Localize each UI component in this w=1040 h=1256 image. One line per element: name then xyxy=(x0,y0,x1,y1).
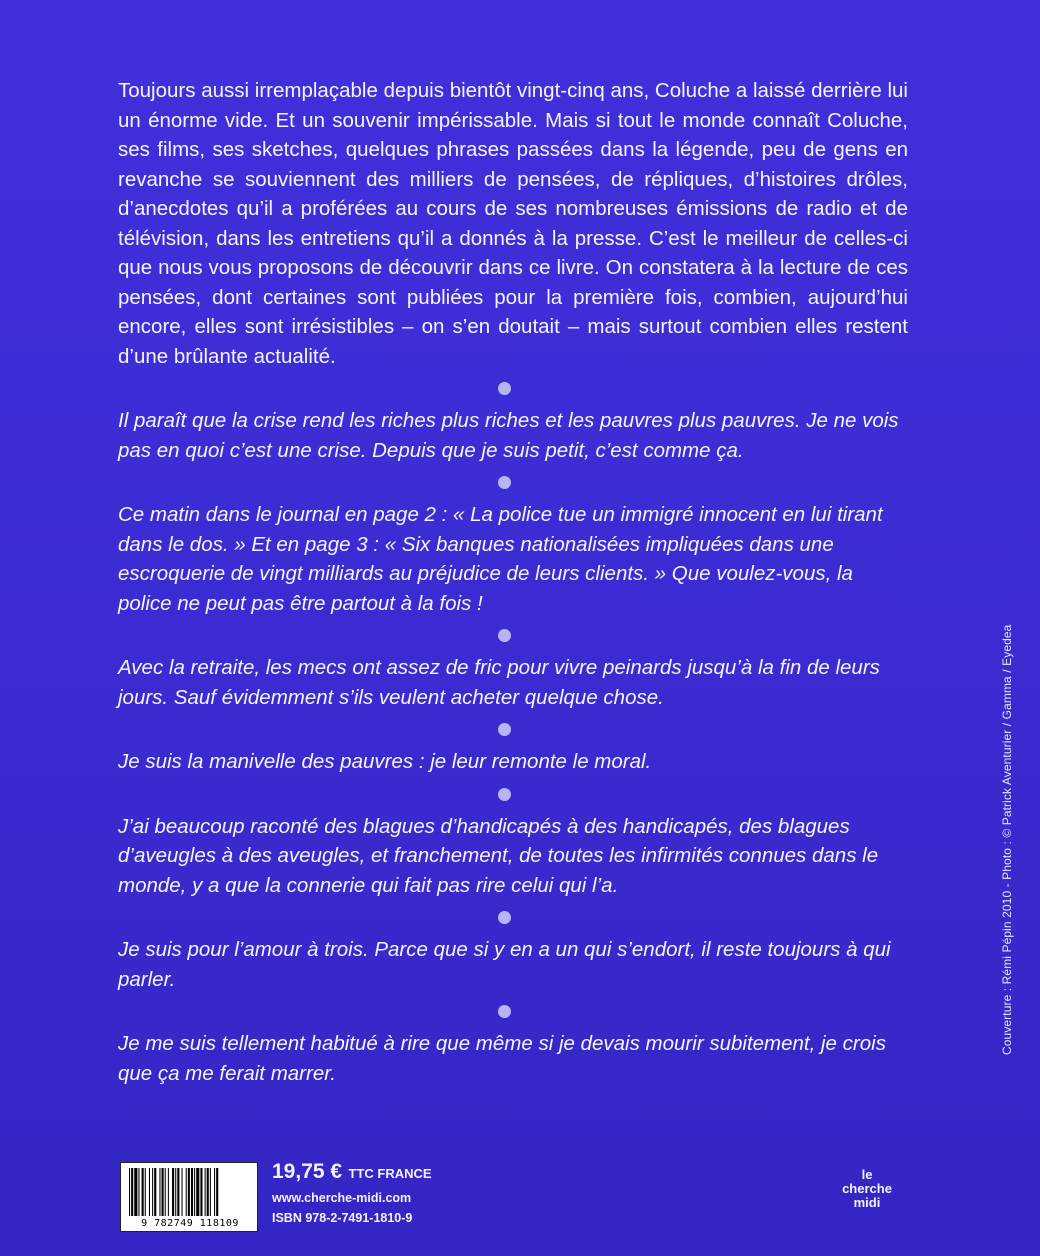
barcode-bar xyxy=(138,1168,139,1216)
barcode-digits: 9 782749 118109 xyxy=(141,1218,239,1229)
barcode-bar xyxy=(145,1168,146,1216)
barcode-bar xyxy=(131,1168,133,1216)
price-line xyxy=(272,1160,432,1184)
quote-paragraph: Je me suis tellement habitué à rire que même si je devais mourir subitement, je crois que ça me ferait marrer. xyxy=(118,1032,886,1085)
intro-paragraph: Toujours aussi irremplaçable depuis bientôt vingt-cinq ans, Coluche a laissé derrière lui un énorme vide. Et un souvenir impérissable. Mais si tout le monde connaît Coluche, ses films, ses sketches, quelques phrases passées dans la légende, peu de gens en revanche se souviennent des milliers de pensées, de répliques, d’histoires drôles, d’anecdotes qu’il a proférées au cours de ses nombreuses émissions de radio et de télévision, dans les entretiens qu’il a donnés à la presse. C’est le meilleur de celles-ci que nous vous proposons de découvrir dans ce livre. On constatera à la lecture de ces pensées, dont certaines sont publiées pour la première fois, combien, aujourd’hui encore, elles sont irrésistibles – on s’en doutait – mais surtout combien elles restent d’une brûlante actualité. xyxy=(118,79,908,368)
barcode-bar xyxy=(152,1168,153,1216)
barcode-bar xyxy=(214,1168,215,1216)
price: 19,75 € xyxy=(272,1160,343,1183)
bullet-separator xyxy=(498,1005,511,1018)
barcode-bar xyxy=(129,1168,130,1216)
bullet-separator xyxy=(498,723,511,736)
barcode-bar xyxy=(159,1168,160,1216)
bullet-separator xyxy=(498,788,511,801)
barcode-bar xyxy=(142,1168,144,1216)
barcode-bar xyxy=(196,1168,199,1216)
barcode-bar xyxy=(188,1168,190,1216)
quote-paragraph: Avec la retraite, les mecs ont assez de fric pour vivre peinards jusqu’à la fin de leurs jours. Sauf évidemment s’ils veulent acheter quelque chose. xyxy=(118,656,880,709)
publisher-logo-line: cherche xyxy=(842,1181,892,1196)
bullet-separator xyxy=(498,629,511,642)
barcode-bar xyxy=(165,1168,166,1216)
barcode-bar xyxy=(175,1168,176,1216)
price-block xyxy=(272,1160,432,1225)
barcode-bar xyxy=(207,1168,209,1216)
bullet-separator xyxy=(498,476,511,489)
quote-paragraph: J’ai beaucoup raconté des blagues d’handicapés à des handicapés, des blagues d’aveugles à des aveugles, et franchement, de toutes les infirmités connues dans le monde, y a que la connerie qui fait pas rire celui qui l’a. xyxy=(118,814,879,897)
bullet-separator xyxy=(498,911,511,924)
barcode xyxy=(120,1162,258,1232)
barcode-bar xyxy=(134,1168,137,1216)
publisher-logo-line: midi xyxy=(853,1195,881,1210)
quote-paragraph: Je suis pour l’amour à trois. Parce que si y en a un qui s’endort, il reste toujours à qui parler. xyxy=(118,938,891,991)
quote-paragraph: Ce matin dans le journal en page 2 : « La police tue un immigré innocent en lui tirant dans le dos. » Et en page 3 : « Six banques nationalisées impliquées dans une escroquerie de vingt milliards au préjudice de leurs clients. » Que voulez-vous, la police ne peut pas être partout à la fois ! xyxy=(118,503,883,615)
bullet-separator xyxy=(498,382,511,395)
back-cover-text xyxy=(118,76,908,1088)
publisher-url: www.cherche-midi.com xyxy=(272,1191,412,1205)
barcode-bars-icon xyxy=(127,1168,253,1216)
photo-credit: Couverture : Rémi Pépin 2010 - Photo : © Patrick Aventurier / Gamma / Eyedea xyxy=(1000,624,1014,1055)
barcode-bar xyxy=(172,1168,174,1216)
barcode-bar xyxy=(177,1168,179,1216)
price-suffix: TTC FRANCE xyxy=(348,1166,432,1181)
isbn: ISBN 978-2-7491-1810-9 xyxy=(272,1211,413,1225)
barcode-bar xyxy=(216,1168,218,1216)
barcode-bar xyxy=(205,1168,206,1216)
publisher-logo-line: le xyxy=(861,1167,873,1182)
barcode-bar xyxy=(162,1168,164,1216)
publisher-logo xyxy=(832,1168,902,1210)
barcode-bar xyxy=(186,1168,187,1216)
quote-paragraph: Il paraît que la crise rend les riches plus riches et les pauvres plus pauvres. Je ne vois pas en quoi c’est une crise. Depuis que je suis petit, c’est comme ça. xyxy=(118,409,899,462)
barcode-bar xyxy=(194,1168,195,1216)
barcode-bar xyxy=(191,1168,193,1216)
barcode-bar xyxy=(149,1168,150,1216)
barcode-bar xyxy=(154,1168,156,1216)
barcode-bar xyxy=(210,1168,211,1216)
barcode-bar xyxy=(182,1168,183,1216)
barcode-bar xyxy=(168,1168,169,1216)
quote-paragraph: Je suis la manivelle des pauvres : je leur remonte le moral. xyxy=(118,750,652,773)
barcode-bar xyxy=(200,1168,202,1216)
